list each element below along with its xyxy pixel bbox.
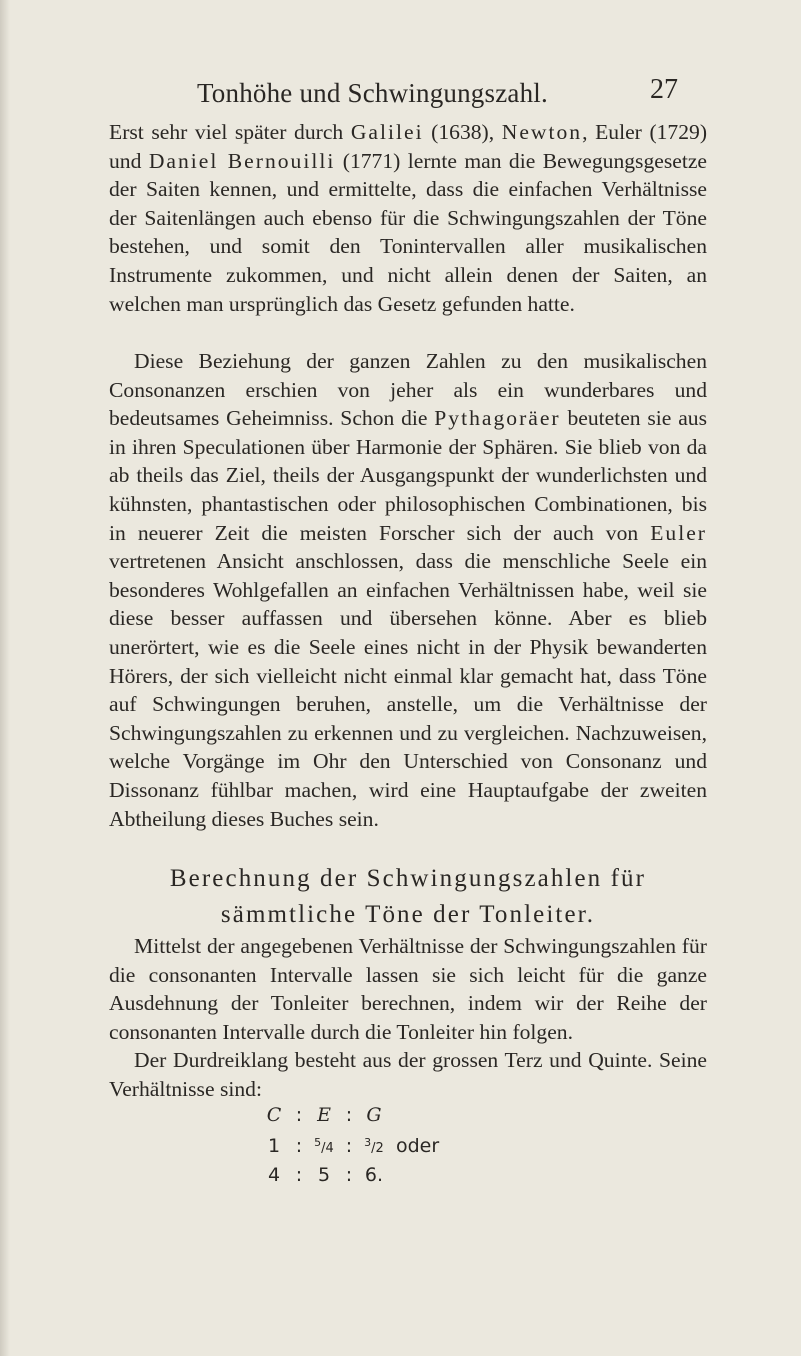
ratio-colon: :	[295, 1135, 303, 1157]
text-run: Erst sehr viel später durch	[109, 120, 351, 144]
ratio-row-fractions	[258, 1129, 439, 1162]
spine-shadow	[0, 0, 10, 1356]
paragraph-4	[109, 1046, 707, 1103]
fraction-denominator: 2	[375, 1141, 384, 1156]
name-euler: Euler	[650, 520, 707, 545]
page-number: 27	[650, 74, 678, 105]
paragraph-3-text: Mittelst der angegebenen Verhältnisse der Schwingungszahlen für die consonanten Intervalle lassen sie sich leicht für die ganze Ausdehnung der Tonleiter berechnen, indem wir der Reihe der consonanten Intervalle durch die Tonleiter hin folgen.	[109, 934, 707, 1044]
fraction-numerator: 3	[364, 1136, 372, 1149]
text-run: Diese Beziehung der ganzen Zahlen zu den musikalischen Consonanzen erschien von jeher als ein wunderbares und bedeutsames Geheimniss. Schon die	[109, 349, 707, 431]
ratio-colon: :	[295, 1164, 303, 1186]
name-pythagoraeer: Pythagoräer	[434, 406, 561, 431]
text-run: beuteten sie aus in ihren Speculationen über Harmonie der Sphären. Sie blieb von da ab theils das Ziel, theils der Ausgangspunkt der wunderlichsten und kühnsten, phantastischen oder philosophischen Combinationen, bis in neuerer Zeit die meisten Forscher sich der auch von	[109, 406, 707, 545]
ratio-four: 4	[267, 1164, 281, 1186]
fraction-denominator: 4	[325, 1141, 334, 1156]
ratio-colon: :	[295, 1104, 303, 1126]
text-run: (1771) lernte man die Bewegungsgesetze der Saiten kennen, und ermittelte, dass die einfachen Verhältnisse der Saitenlängen auch ebenso für die Schwingungszahlen der Töne bestehen, und somit den Tonintervallen aller musikalischen Instrumente zukommen, und nicht allein denen der Saiten, an welchen man ursprünglich das Gesetz gefunden hatte.	[109, 148, 707, 316]
ratio-colon: :	[345, 1164, 353, 1186]
ratio-block	[258, 1102, 439, 1189]
fraction-five-quarters: $^5$/4	[314, 1136, 334, 1156]
paragraph-1	[109, 118, 707, 318]
paragraph-2	[109, 347, 707, 833]
fraction-numerator: 5	[314, 1136, 322, 1149]
note-c: C	[266, 1104, 282, 1126]
ratio-row-notes	[258, 1102, 439, 1129]
text-run: (1638),	[423, 120, 502, 144]
text-run: vertretenen Ansicht anschlossen, dass die menschliche Seele ein besonderes Wohlgefallen an einfachen Verhältnissen habe, weil sie diese besser auffassen und übersehen könne. Aber es blieb unerörtert, wie es die Seele eines nicht in der Physik bewanderten Hörers, der sich vielleicht nicht einmal klar gemacht hat, dass Töne auf Schwingungen beruhen, anstelle, um die Verhältnisse der Schwingungszahlen zu erkennen und zu vergleichen. Nachzuweisen, welche Vorgänge im Ohr den Unterschied von Consonanz und Dissonanz fühlbar machen, wird eine Hauptaufgabe der zweiten Abtheilung dieses Buches sein.	[109, 549, 707, 831]
ratio-colon: :	[345, 1135, 353, 1157]
name-bernouilli: Daniel Bernouilli	[148, 148, 336, 173]
note-g: G	[366, 1104, 382, 1126]
name-galilei: Galilei	[350, 120, 424, 144]
name-newton: Newton	[501, 120, 583, 144]
text-run: , Euler (1729) und	[109, 120, 708, 173]
ratio-colon: :	[345, 1104, 353, 1126]
paragraph-1-text	[109, 118, 707, 318]
running-title: Tonhöhe und Schwingungszahl.	[197, 78, 548, 108]
note-e: E	[317, 1104, 331, 1126]
ratio-suffix: oder	[396, 1135, 440, 1157]
ratio-five: 5	[317, 1164, 331, 1186]
ratio-one: 1	[267, 1135, 281, 1157]
section-heading: Berechnung der Schwingungszahlen für sämmtliche Töne der Tonleiter.	[169, 865, 647, 928]
paragraph-4-text: Der Durdreiklang besteht aus der grossen Terz und Quinte. Seine Verhältnisse sind:	[109, 1048, 707, 1101]
ratio-six: 6.	[364, 1164, 384, 1186]
paragraph-2-text	[109, 347, 707, 833]
paragraph-3	[109, 932, 707, 1046]
fraction-three-halves: $^3$/2	[364, 1136, 384, 1156]
ratio-row-integers	[258, 1162, 439, 1189]
